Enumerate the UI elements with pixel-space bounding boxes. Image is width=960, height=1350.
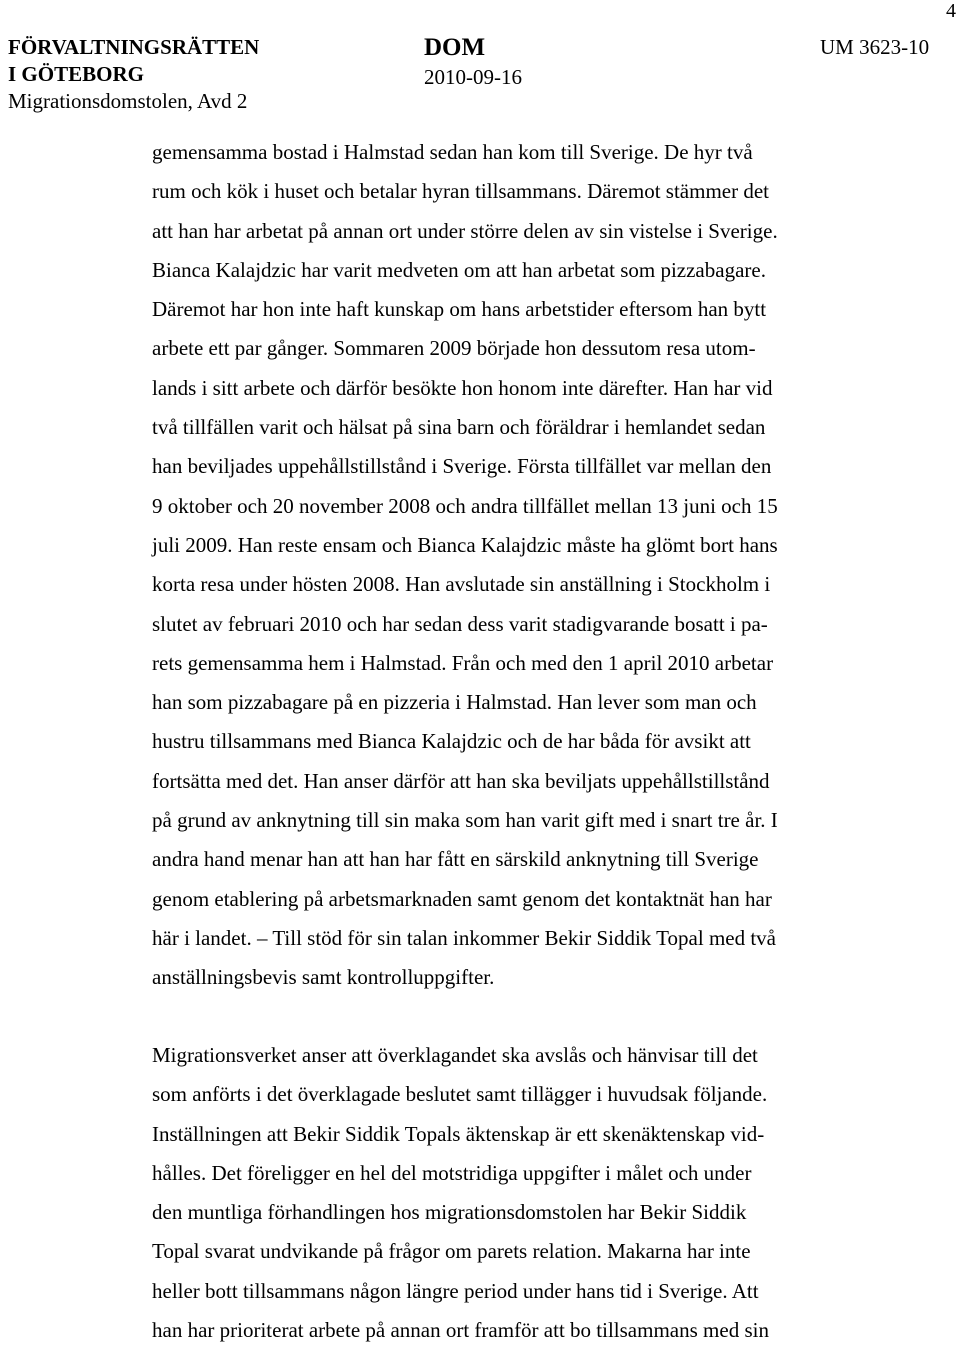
court-name-line-2: I GÖTEBORG: [8, 62, 144, 86]
text-line: genom etablering på arbetsmarknaden samt genom det kontaktnät han har: [152, 886, 772, 911]
text-line: 9 oktober och 20 november 2008 och andra tillfället mellan 13 juni och 15: [152, 493, 778, 518]
text-line: han har prioriterat arbete på annan ort framför att bo tillsammans med sin: [152, 1318, 769, 1343]
text-line: här i landet. – Till stöd för sin talan inkommer Bekir Siddik Topal med två: [152, 925, 777, 950]
text-line: han beviljades uppehållstillstånd i Sverige. Första tillfället var mellan den: [152, 454, 772, 479]
text-line: hustru tillsammans med Bianca Kalajdzic och de har båda för avsikt att: [152, 729, 751, 754]
text-line: Inställningen att Bekir Siddik Topals äktenskap är ett skenäktenskap vid-: [152, 1121, 765, 1146]
text-line: gemensamma bostad i Halmstad sedan han kom till Sverige. De hyr två: [152, 140, 753, 164]
text-line: Migrationsverket anser att överklagandet ska avslås och hänvisar till det: [152, 1043, 758, 1067]
text-line: Bianca Kalajdzic har varit medveten om att han arbetat som pizzabagare.: [152, 257, 766, 282]
document-type: DOM: [424, 34, 486, 61]
document-date: 2010-09-16: [424, 65, 522, 89]
text-line: fortsätta med det. Han anser därför att han ska beviljats uppehållstillstånd: [152, 768, 770, 793]
text-line: rets gemensamma hem i Halmstad. Från och med den 1 april 2010 arbetar: [152, 650, 774, 675]
text-line: andra hand menar han att han har fått en särskild anknytning till Sverige: [152, 847, 759, 872]
text-line: Däremot har hon inte haft kunskap om hans arbetstider eftersom han bytt: [152, 297, 767, 322]
text-line: han som pizzabagare på en pizzeria i Halmstad. Han lever som man och: [152, 690, 757, 715]
text-line: juli 2009. Han reste ensam och Bianca Kalajdzic måste ha glömt bort hans: [152, 532, 778, 557]
text-line: korta resa under hösten 2008. Han avslutade sin anställning i Stockholm i: [152, 572, 771, 597]
text-line: att han har arbetat på annan ort under större delen av sin vistelse i Sverige.: [152, 218, 778, 243]
court-division: Migrationsdomstolen, Avd 2: [8, 89, 248, 113]
body-paragraph: [152, 1036, 852, 1350]
text-line: på grund av anknytning till sin maka som han varit gift med i snart tre år. I: [152, 808, 778, 833]
text-line: slutet av februari 2010 och har sedan dess varit stadigvarande bosatt i pa-: [152, 611, 768, 636]
text-line: två tillfällen varit och hälsat på sina barn och föräldrar i hemlandet sedan: [152, 415, 766, 440]
document-type-header: [424, 34, 522, 93]
text-line: heller bott tillsammans någon längre period under hans tid i Sverige. Att: [152, 1278, 759, 1303]
text-line: som anförts i det överklagade beslutet samt tillägger i huvudsak följande.: [152, 1082, 768, 1107]
court-name-line-1: FÖRVALTNINGSRÄTTEN: [8, 35, 260, 59]
text-line: den muntliga förhandlingen hos migrationsdomstolen har Bekir Siddik: [152, 1200, 747, 1225]
court-header: [8, 34, 259, 115]
page-number: 4: [946, 0, 956, 22]
text-line: lands i sitt arbete och därför besökte hon honom inte därefter. Han har vid: [152, 375, 773, 400]
text-line: rum och kök i huset och betalar hyran tillsammans. Däremot stämmer det: [152, 179, 769, 204]
text-line: hålles. Det föreligger en hel del motstridiga uppgifter i målet och under: [152, 1160, 752, 1185]
text-line: anställningsbevis samt kontrolluppgifter.: [152, 965, 495, 990]
body-paragraph: [152, 133, 852, 998]
text-line: arbete ett par gånger. Sommaren 2009 började hon dessutom resa utom-: [152, 336, 756, 361]
case-number: UM 3623-10: [820, 35, 930, 59]
text-line: Topal svarat undvikande på frågor om parets relation. Makarna har inte: [152, 1239, 751, 1264]
